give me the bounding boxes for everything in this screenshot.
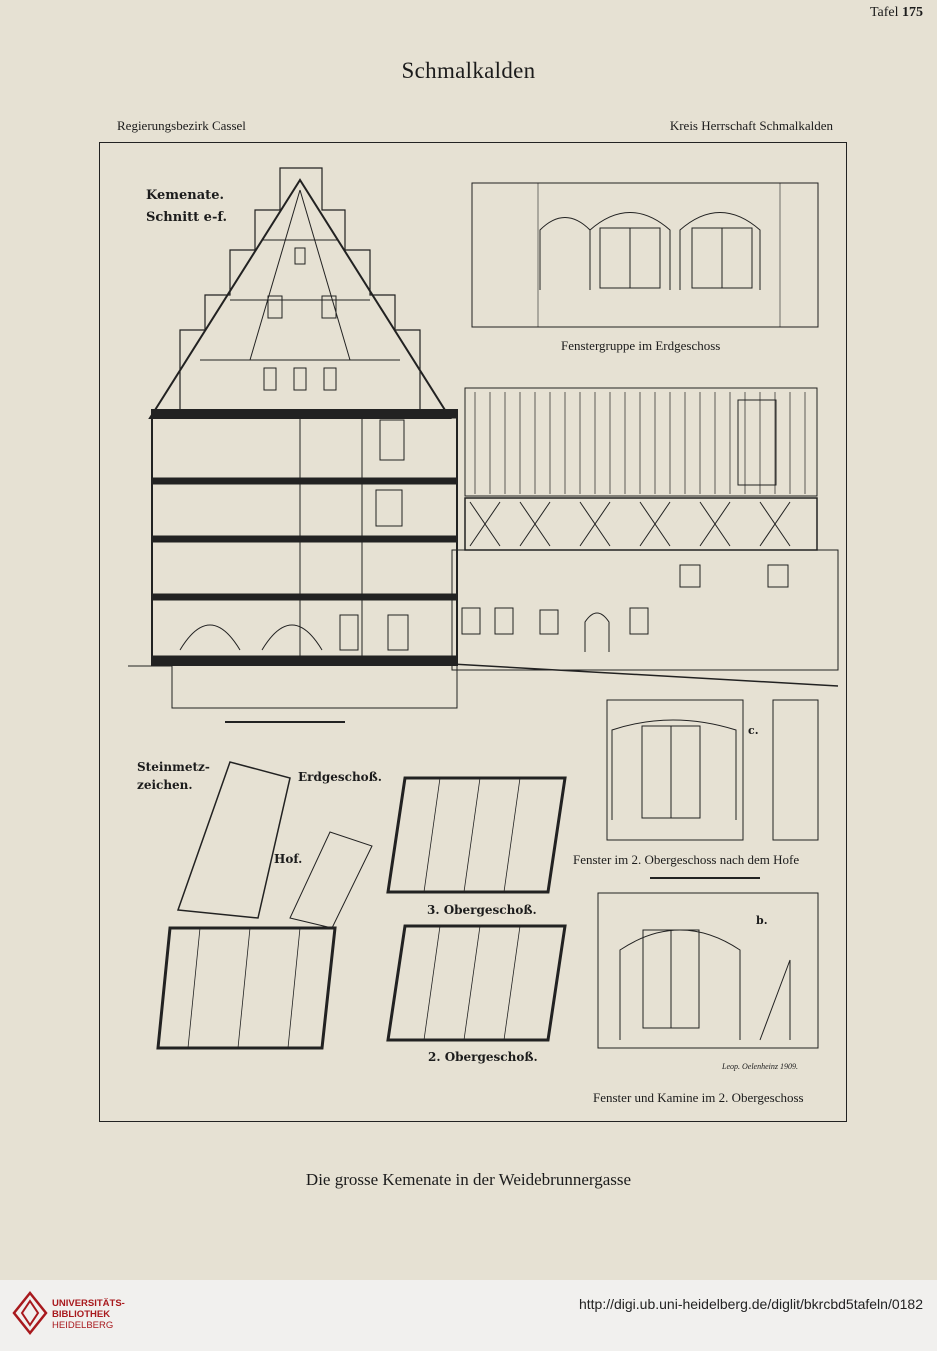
footer-bar [0,1280,937,1351]
library-logo-icon [12,1291,48,1337]
library-name-line-1: UNIVERSITÄTS- [52,1298,125,1309]
library-name-line-2: BIBLIOTHEK [52,1309,111,1320]
signature: Leop. Oelenheinz 1909. [722,1062,798,1071]
floor-2-label: 2. Obergeschoß. [428,1050,538,1064]
marks-title-1: Steinmetz- [137,760,210,774]
window-kamine-drawing [598,893,818,1048]
page-title: Schmalkalden [401,58,536,83]
floor-3-label: 3. Obergeschoß. [427,903,537,917]
region-label: Regierungsbezirk Cassel [117,118,246,133]
floor-ground-label: Erdgeschoß. [298,770,382,784]
source-url-link[interactable]: http://digi.ub.uni-heidelberg.de/diglit/bkrcbd5tafeln/0182 [578,1296,923,1312]
letter-c: c. [748,724,759,737]
section-title-1: Kemenate. [146,188,224,203]
hof-label: Hof. [274,852,303,866]
library-name-line-3: HEIDELBERG [52,1320,114,1331]
district-label: Kreis Herrschaft Schmalkalden [669,118,833,133]
main-caption: Die grosse Kemenate in der Weidebrunnergasse [305,1170,632,1189]
section-title-2: Schnitt e-f. [146,210,228,225]
elevation-drawing [452,388,838,686]
caption-window-2og: Fenster im 2. Obergeschoss nach dem Hofe [573,852,800,867]
letter-b: b. [756,914,768,927]
section-drawing [128,168,457,722]
plate-number: Tafel 175 [869,5,923,20]
marks-title-2: zeichen. [137,778,193,792]
window-group-drawing [472,183,818,327]
caption-window-group: Fenstergruppe im Erdgeschoss [561,338,721,353]
caption-window-kamine: Fenster und Kamine im 2. Obergeschoss [593,1090,804,1105]
library-name [52,1298,125,1331]
